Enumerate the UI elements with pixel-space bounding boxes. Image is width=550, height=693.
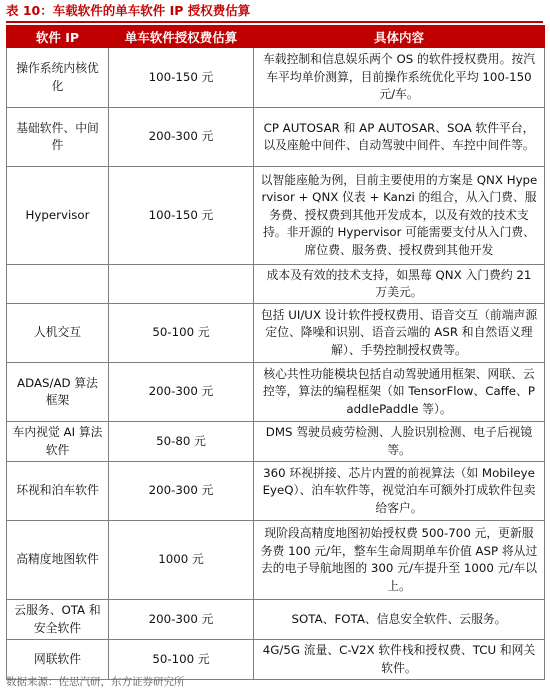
row-content: CP AUTOSAR 和 AP AUTOSAR、SOA 软件平台，以及座舱中间件、自动驾驶中间件、车控中间件等。 [254,108,545,167]
table-row [7,640,545,680]
row-fee: 1000 元 [109,521,254,600]
row-software-name: 云服务、OTA 和安全软件 [7,600,109,640]
table-row [7,265,545,304]
row-content: 成本及有效的技术支持，如黑莓 QNX 入门费约 21 万美元。 [254,265,545,304]
table-title: 表 10：车载软件的单车软件 IP 授权费估算 [6,3,251,18]
row-fee: 50-80 元 [109,422,254,462]
row-fee: 100-150 元 [109,167,254,265]
row-content: 包括 UI/UX 设计软件授权费用、语音交互（前端声源定位、降噪和识别、语音云端的 ASR 和自然语义理解）、手势控制授权费等。 [254,304,545,363]
row-content: DMS 驾驶员疲劳检测、人脸识别检测、电子后视镜等。 [254,422,545,462]
row-software-name: ADAS/AD 算法框架 [7,363,109,422]
row-fee: 50-100 元 [109,304,254,363]
column-header-fee: 单车软件授权费估算 [109,26,254,48]
row-software-name: Hypervisor [7,167,109,265]
row-content: 4G/5G 流量、C-V2X 软件栈和授权费、TCU 和网关软件。 [254,640,545,680]
row-software-name: 网联软件 [7,640,109,680]
column-header-content: 具体内容 [254,26,545,48]
row-software-name: 车内视觉 AI 算法软件 [7,422,109,462]
software-ip-table [6,25,545,680]
table-row [7,304,545,363]
row-fee: 200-300 元 [109,600,254,640]
row-fee: 200-300 元 [109,363,254,422]
table-row [7,167,545,265]
data-source-note: 数据来源：佐思汽研，东方证券研究所 [6,676,185,688]
table-header-row [7,26,545,48]
row-software-name: 高精度地图软件 [7,521,109,600]
row-fee: 200-300 元 [109,108,254,167]
table-row [7,521,545,600]
title-rule [6,21,543,23]
row-content: 车载控制和信息娱乐两个 OS 的软件授权费用。按汽车平均单价测算，目前操作系统优化平均 100-150 元/车。 [254,48,545,108]
table-row [7,422,545,462]
table-row [7,48,545,108]
row-fee [109,265,254,304]
row-content: 核心共性功能模块包括自动驾驶通用框架、网联、云控等，算法的编程框架（如 TensorFlow、Caffe、PaddlePaddle 等）。 [254,363,545,422]
row-fee: 100-150 元 [109,48,254,108]
row-software-name: 操作系统内核优化 [7,48,109,108]
row-fee: 200-300 元 [109,462,254,521]
row-software-name [7,265,109,304]
row-content: 以智能座舱为例，目前主要使用的方案是 QNX Hypervisor + QNX 仪表 + Kanzi 的组合，从入门费、服务费、授权费到其他开发成本，以及有效的技术支持。非开源的 Hypervisor 可能需要支付从入门费、席位费、服务费、授权费到其他开发 [254,167,545,265]
row-software-name: 环视和泊车软件 [7,462,109,521]
row-content: SOTA、FOTA、信息安全软件、云服务。 [254,600,545,640]
table-row [7,600,545,640]
table-row [7,462,545,521]
row-software-name: 基础软件、中间件 [7,108,109,167]
row-fee: 50-100 元 [109,640,254,680]
row-content: 360 环视拼接、芯片内置的前视算法（如 Mobileye EyeQ）、泊车软件等，视觉泊车可额外打成软件包卖给客户。 [254,462,545,521]
table-row [7,363,545,422]
row-content: 现阶段高精度地图初始授权费 500-700 元，更新服务费 100 元/年，整车生命周期单车价值 ASP 将从过去的电子导航地图的 300 元/车提升至 1000 元/车以上。 [254,521,545,600]
table-row [7,108,545,167]
row-software-name: 人机交互 [7,304,109,363]
column-header-software-ip: 软件 IP [7,26,109,48]
